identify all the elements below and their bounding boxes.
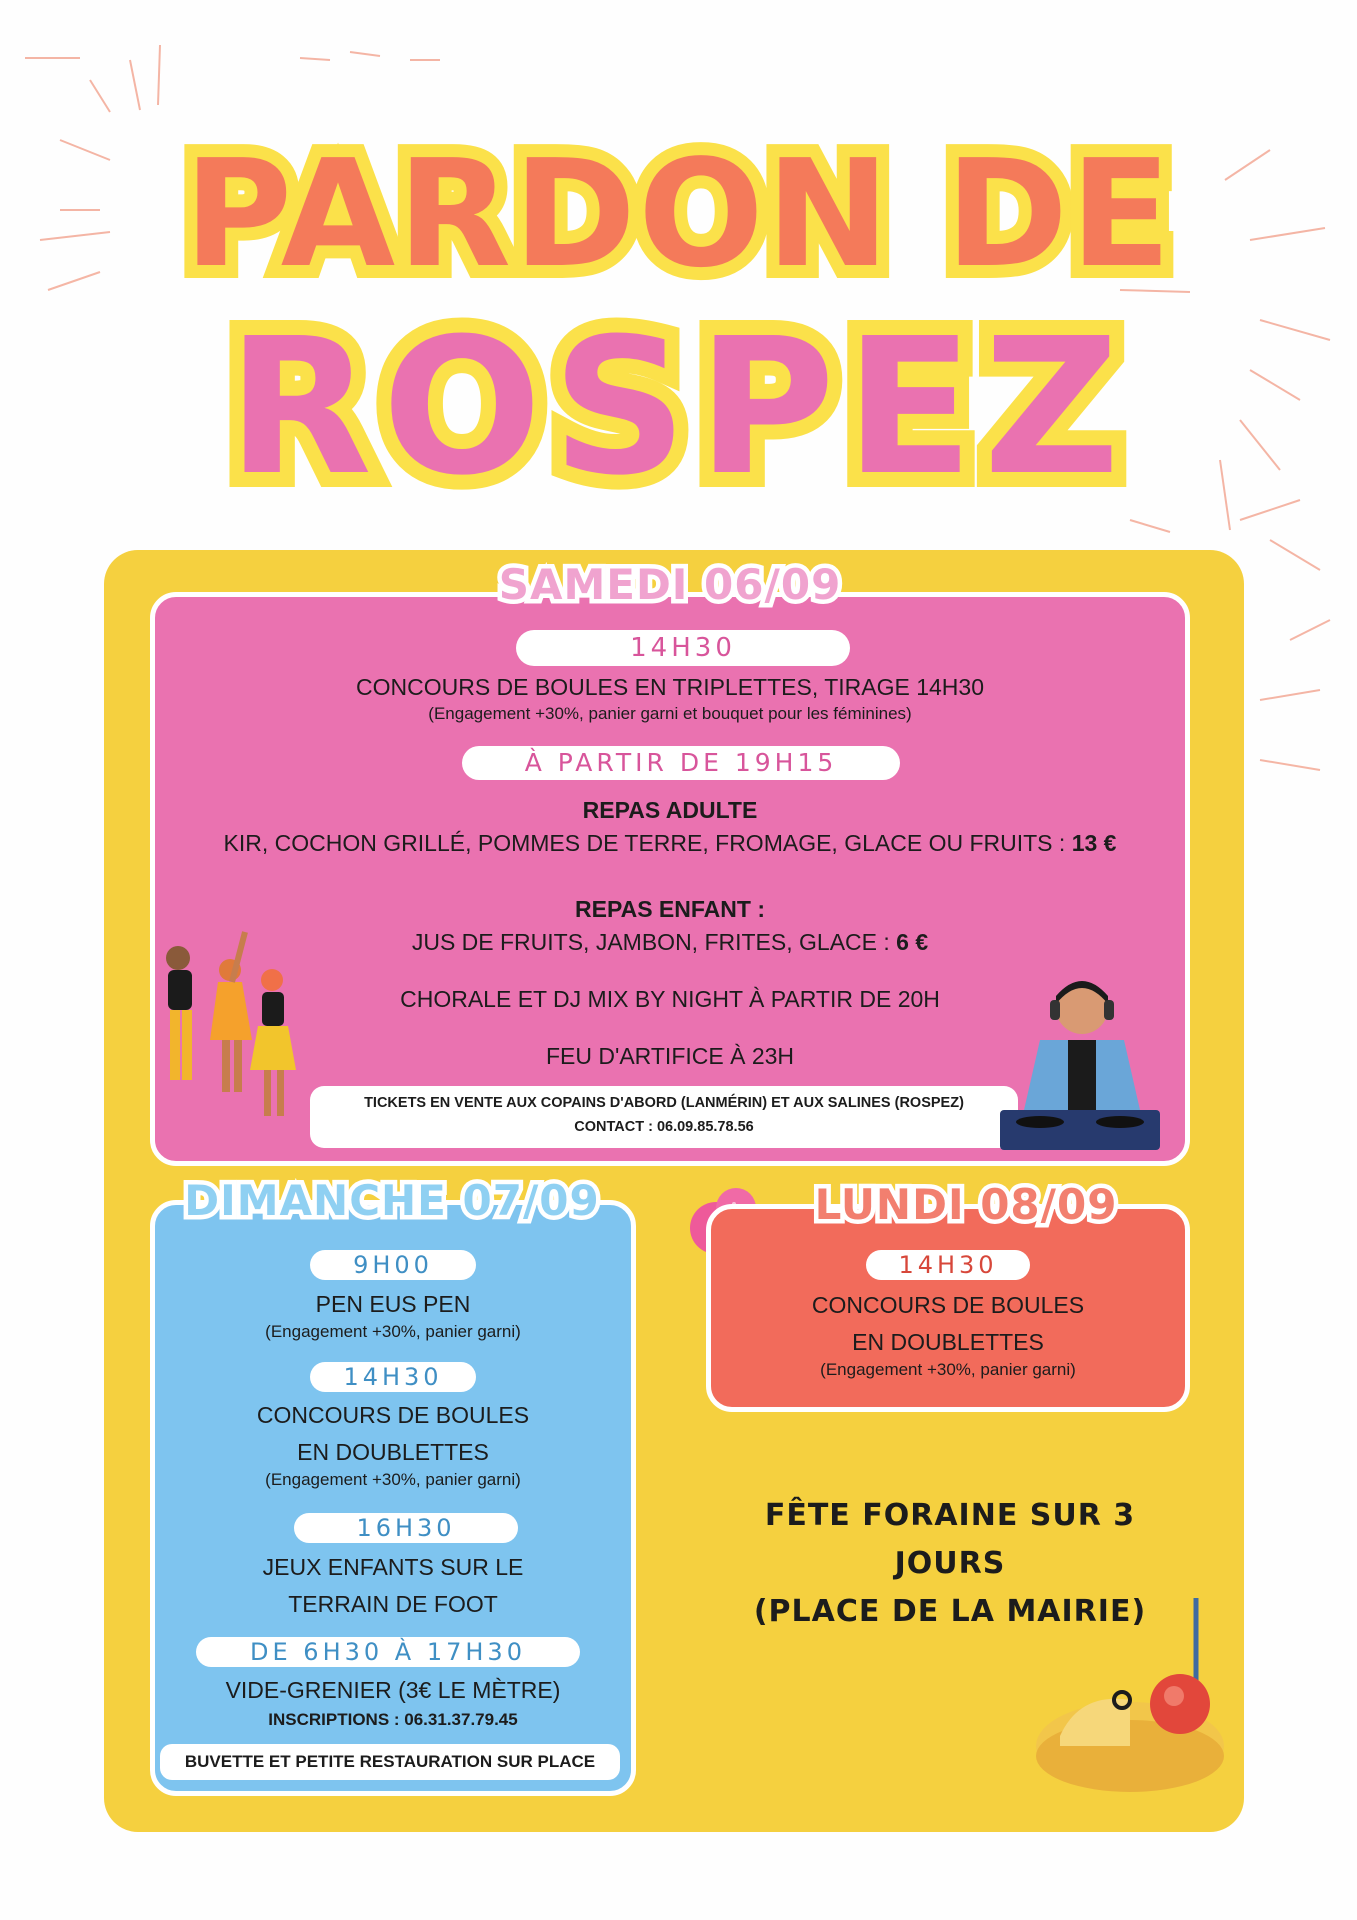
fair-line-2: JOURS bbox=[894, 1546, 1006, 1581]
sunday-time-4: DE 6H30 À 17H30 bbox=[196, 1637, 580, 1667]
sunday-time-1: 9H00 bbox=[310, 1250, 476, 1280]
saturday-time-1: 14H30 bbox=[516, 630, 850, 666]
sunday-event-2-line-1: CONCOURS DE BOULES bbox=[256, 1402, 530, 1428]
sunday-time-3: 16H30 bbox=[294, 1513, 518, 1543]
sunday-heading: DIMANCHE 07/09 bbox=[184, 1176, 600, 1225]
dancers-illustration bbox=[140, 930, 310, 1170]
saturday-time-2: À PARTIR DE 19H15 bbox=[462, 746, 900, 780]
saturday-child-menu bbox=[170, 929, 1170, 956]
monday-event-1-line-1: CONCOURS DE BOULES bbox=[811, 1292, 1085, 1318]
sunday-event-2-line-2: EN DOUBLETTES bbox=[297, 1439, 489, 1465]
sunday-event-4: VIDE-GRENIER (3€ LE MÈTRE) bbox=[225, 1677, 561, 1703]
sunday-event-3-line-1: JEUX ENFANTS SUR LE bbox=[262, 1554, 524, 1580]
saturday-adult-menu bbox=[150, 830, 1190, 857]
sunday-event-1-note: (Engagement +30%, panier garni) bbox=[265, 1322, 521, 1341]
sunday-box bbox=[150, 1200, 636, 1796]
sunday-event-4-contact: INSCRIPTIONS : 06.31.37.79.45 bbox=[268, 1710, 518, 1729]
monday-event-1-line-2: EN DOUBLETTES bbox=[852, 1329, 1044, 1355]
saturday-child-price: 6 € bbox=[896, 929, 929, 955]
fair-line-3: (PLACE DE LA MAIRIE) bbox=[753, 1594, 1147, 1629]
monday-heading: LUNDI 08/09 bbox=[814, 1180, 1118, 1229]
title-line-1: PARDON DE bbox=[183, 128, 1174, 300]
title-line-2: ROSPEZ bbox=[227, 298, 1130, 517]
bumper-car-illustration bbox=[1020, 1596, 1230, 1806]
sunday-time-2: 14H30 bbox=[310, 1362, 476, 1392]
monday-event-1-note: (Engagement +30%, panier garni) bbox=[820, 1360, 1076, 1379]
monday-time-1: 14H30 bbox=[866, 1250, 1030, 1280]
saturday-adult-title: REPAS ADULTE bbox=[582, 797, 758, 823]
saturday-child-menu-text: JUS DE FRUITS, JAMBON, FRITES, GLACE : bbox=[411, 929, 897, 955]
saturday-adult-menu-text: KIR, COCHON GRILLÉ, POMMES DE TERRE, FROMAGE, GLACE OU FRUITS : bbox=[223, 830, 1072, 856]
saturday-contact: CONTACT : 06.09.85.78.56 bbox=[574, 1119, 754, 1135]
saturday-child-title: REPAS ENFANT : bbox=[575, 896, 765, 922]
saturday-music: CHORALE ET DJ MIX BY NIGHT À PARTIR DE 20H bbox=[400, 986, 940, 1012]
saturday-event-1-note: (Engagement +30%, panier garni et bouquet pour les féminines) bbox=[428, 704, 912, 723]
saturday-event-1: CONCOURS DE BOULES EN TRIPLETTES, TIRAGE 14H30 bbox=[356, 674, 984, 700]
fair-line-1: FÊTE FORAINE SUR 3 bbox=[764, 1498, 1136, 1533]
saturday-fireworks: FEU D'ARTIFICE À 23H bbox=[545, 1043, 795, 1069]
sunday-event-2-note: (Engagement +30%, panier garni) bbox=[265, 1470, 521, 1489]
saturday-heading: SAMEDI 06/09 bbox=[498, 560, 842, 609]
saturday-tickets: TICKETS EN VENTE AUX COPAINS D'ABORD (LANMÉRIN) ET AUX SALINES (ROSPEZ) bbox=[364, 1095, 964, 1111]
saturday-adult-price: 13 € bbox=[1071, 830, 1117, 856]
sunday-buvette: BUVETTE ET PETITE RESTAURATION SUR PLACE bbox=[184, 1752, 596, 1771]
sunday-event-3-line-2: TERRAIN DE FOOT bbox=[288, 1591, 498, 1617]
dj-illustration bbox=[990, 970, 1170, 1160]
sunday-event-1: PEN EUS PEN bbox=[315, 1291, 471, 1317]
